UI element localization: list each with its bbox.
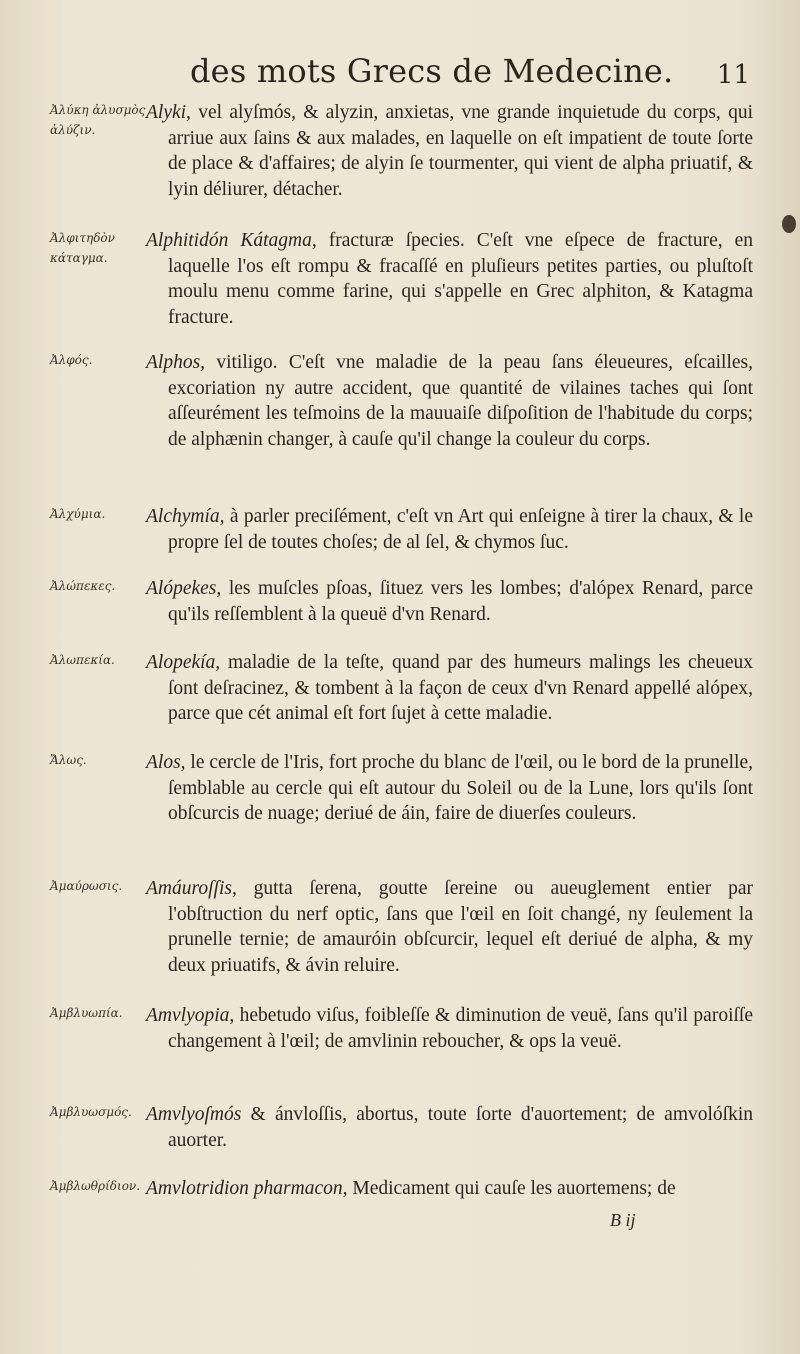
running-title: des mots Grecs de Medecine.	[190, 52, 674, 90]
definition	[146, 576, 753, 627]
greek-term: Ἀλύκη ἀλυσμὸς ἀλύζιν.	[50, 103, 146, 137]
definition	[146, 750, 753, 827]
headword: Alyki,	[146, 102, 191, 123]
greek-term: Ἄλως.	[50, 753, 87, 767]
greek-term: Ἀλωπεκία.	[50, 653, 115, 667]
definition-text: à parler preciſément, c'eſt vn Art qui enſeigne à tirer la chaux, & le propre ſel de toutes choſes; de al ſel, & chymos ſuc.	[168, 506, 753, 553]
headword: Alchymía,	[146, 506, 225, 527]
definition-text: Medicament qui cauſe les auortemens; de	[347, 1178, 676, 1199]
page-number: 11	[716, 60, 750, 90]
definition-text: vitiligo. C'eſt vne maladie de la peau ſans éleueures, eſcailles, excoriation ny autre accident, que quantité de vilaines taches qui ſont aſſeurément les teſmoins de la mauuaiſe diſpoſition de l'habitude du corps; de alphænin changer, à cauſe qu'il change la couleur du corps.	[168, 352, 753, 450]
definition	[146, 100, 753, 202]
headword: Alos,	[146, 752, 186, 773]
definition-text: vel alyſmós, & alyzin, anxietas, vne grande inquietude du corps, qui arriue aux ſains & aux malades, en laquelle on eſt impatient de toute ſorte de place & d'affaires; de alyin ſe tourmenter, qui vient de alpha priuatif, & lyin déliurer, détacher.	[168, 102, 753, 200]
definition-text: fracturæ ſpecies. C'eſt vne eſpece de fracture, en laquelle l'os eſt rompu & fracaſſé en pluſieurs petites parties, ou pluſtoſt moulu menu comme farine, qui s'appelle en Grec alphiton, & Katagma fracture.	[168, 230, 754, 328]
definition-text: le cercle de l'Iris, fort proche du blanc de l'œil, ou le bord de la prunelle, ſemblable au cercle qui eſt autour du Soleil ou de la Lune, lors qu'ils ſont obſcurcis de nuage; deriué de áin, faire de diuerſes couleurs.	[168, 752, 753, 825]
greek-term: Ἀλφιτηδὸν κάταγμα.	[50, 231, 115, 265]
greek-term: Ἀλφός.	[50, 353, 93, 367]
headword: Amvlyoſmós	[146, 1104, 242, 1125]
headword: Alphitidón Kátagma,	[146, 230, 317, 251]
greek-term: Ἀμβλωθρίδιον.	[50, 1179, 141, 1193]
greek-term: Ἀμαύρωσις.	[50, 879, 123, 893]
headword: Alópekes,	[146, 578, 222, 599]
definition-text: maladie de la teſte, quand par des humeurs malings les cheueux ſont deſracinez, & tombent à la façon de ceux d'vn Renard appellé alópex, parce que cét animal eſt fort ſujet à cette maladie.	[168, 652, 753, 725]
greek-term: Ἀμβλυωπία.	[50, 1006, 123, 1020]
greek-term: Ἀμβλυωσμός.	[50, 1105, 132, 1119]
definition-text: & ánvloſſis, abortus, toute ſorte d'auortement; de amvolóſkin auorter.	[168, 1104, 753, 1151]
headword: Amáuroſſis,	[146, 878, 237, 899]
ink-stain	[782, 215, 796, 233]
greek-term: Ἀλώπεκες.	[50, 579, 116, 593]
definition	[146, 1102, 753, 1153]
headword: Amvlotridion pharmacon,	[146, 1178, 348, 1199]
definition	[146, 504, 753, 555]
headword: Amvlyopia,	[146, 1005, 235, 1026]
definition	[146, 876, 753, 978]
definition	[146, 350, 753, 452]
headword: Alphos,	[146, 352, 206, 373]
definition	[146, 1003, 753, 1054]
definition-text: les muſcles pſoas, ſituez vers les lombes; d'alópex Renard, parce qu'ils reſſemblent à la queuë d'vn Renard.	[168, 578, 753, 625]
definition	[146, 1176, 753, 1202]
greek-term: Ἀλχύμια.	[50, 507, 106, 521]
definition-text: hebetudo viſus, foibleſſe & diminution de veuë, ſans qu'il paroiſſe changement à l'œil; de amvlinin reboucher, & ops la veuë.	[168, 1005, 753, 1052]
signature-mark: B ij	[610, 1210, 636, 1230]
header	[190, 52, 750, 102]
headword: Alopekía,	[146, 652, 221, 673]
definition	[146, 228, 753, 330]
definition-text: gutta ſerena, goutte ſereine ou aueuglement entier par l'obſtruction du nerf optic, ſans que l'œil en ſoit changé, ny ſeulement la prunelle ternie; de amauróin obſcurcir, lequel eſt deriué de alpha, & my deux priuatifs, & ávin reluire.	[168, 878, 753, 976]
definition	[146, 650, 753, 727]
